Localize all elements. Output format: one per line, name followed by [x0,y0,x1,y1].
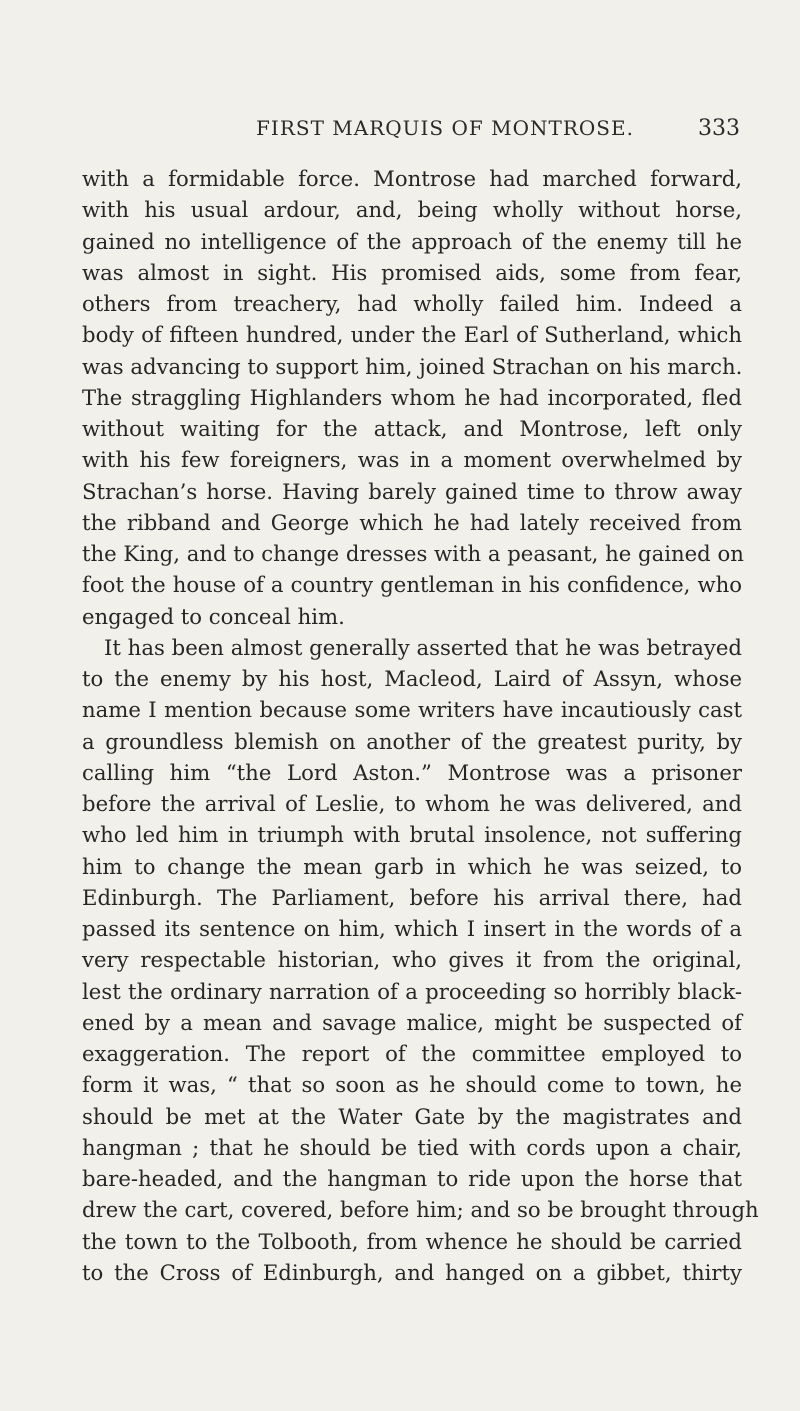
text-line: before the arrival of Leslie, to whom he was delivered, and [82,791,742,816]
body-text [82,163,759,1288]
text-line: with his usual ardour, and, being wholly without horse, [82,197,742,223]
text-line: to the enemy by his host, Macleod, Laird of Assyn, whose [82,666,742,691]
text-line: who led him in triumph with brutal insolence, not suffering [82,822,742,848]
text-line: with his few foreigners, was in a moment overwhelmed by [82,447,742,473]
text-line: It has been almost generally asserted that he was betrayed [104,634,742,660]
text-line: others from treachery, had wholly failed him. Indeed a [82,291,742,316]
text-line: Edinburgh. The Parliament, before his arrival there, had [82,884,742,910]
text-line: to the Cross of Edinburgh, and hanged on a gibbet, thirty [82,1259,742,1285]
text-line: foot the house of a country gentleman in his confidence, who [82,572,742,598]
text-line: exaggeration. The report of the committee employed to [82,1041,742,1066]
text-line: name I mention because some writers have incautiously cast [82,697,742,723]
text-line: a groundless blemish on another of the greatest purity, by [82,728,742,754]
text-line: Strachan’s horse. Having barely gained time to throw away [82,478,742,504]
text-line: drew the cart, covered, before him; and so be brought through [82,1197,759,1223]
text-line: was almost in sight. His promised aids, some from fear, [82,259,742,285]
text-line: gained no intelligence of the approach of the enemy till he [82,228,742,254]
text-line: without waiting for the attack, and Montrose, left only [82,416,742,441]
text-line: the ribband and George which he had lately received from [82,509,742,535]
text-line: lest the ordinary narration of a proceeding so horribly black- [82,978,742,1004]
text-line: the town to the Tolbooth, from whence he should be carried [82,1228,742,1254]
page-number: 333 [698,116,740,141]
text-line: form it was, “ that so soon as he should come to town, he [82,1072,742,1098]
text-line: with a formidable force. Montrose had marched forward, [82,166,742,191]
text-line: hangman ; that he should be tied with cords upon a chair, [82,1134,742,1160]
page-header [150,116,740,146]
text-line: passed its sentence on him, which I insert in the words of a [82,916,742,941]
text-line: very respectable historian, who gives it from the original, [82,947,742,973]
text-line: should be met at the Water Gate by the magistrates and [82,1103,742,1129]
text-line: calling him “the Lord Aston.” Montrose was a prisoner [82,759,742,785]
running-title: FIRST MARQUIS OF MONTROSE. [256,116,634,140]
text-line: engaged to conceal him. [82,603,345,629]
text-line: The straggling Highlanders whom he had incorporated, fled [82,384,742,410]
text-line: ened by a mean and savage malice, might be suspected of [82,1009,742,1035]
text-line: was advancing to support him, joined Strachan on his march. [82,353,743,379]
text-line: the King, and to change dresses with a peasant, he gained on [82,541,744,566]
text-line: body of fifteen hundred, under the Earl of Sutherland, which [82,322,742,348]
text-line: bare-headed, and the hangman to ride upon the horse that [82,1166,742,1191]
text-line: him to change the mean garb in which he was seized, to [82,853,742,879]
